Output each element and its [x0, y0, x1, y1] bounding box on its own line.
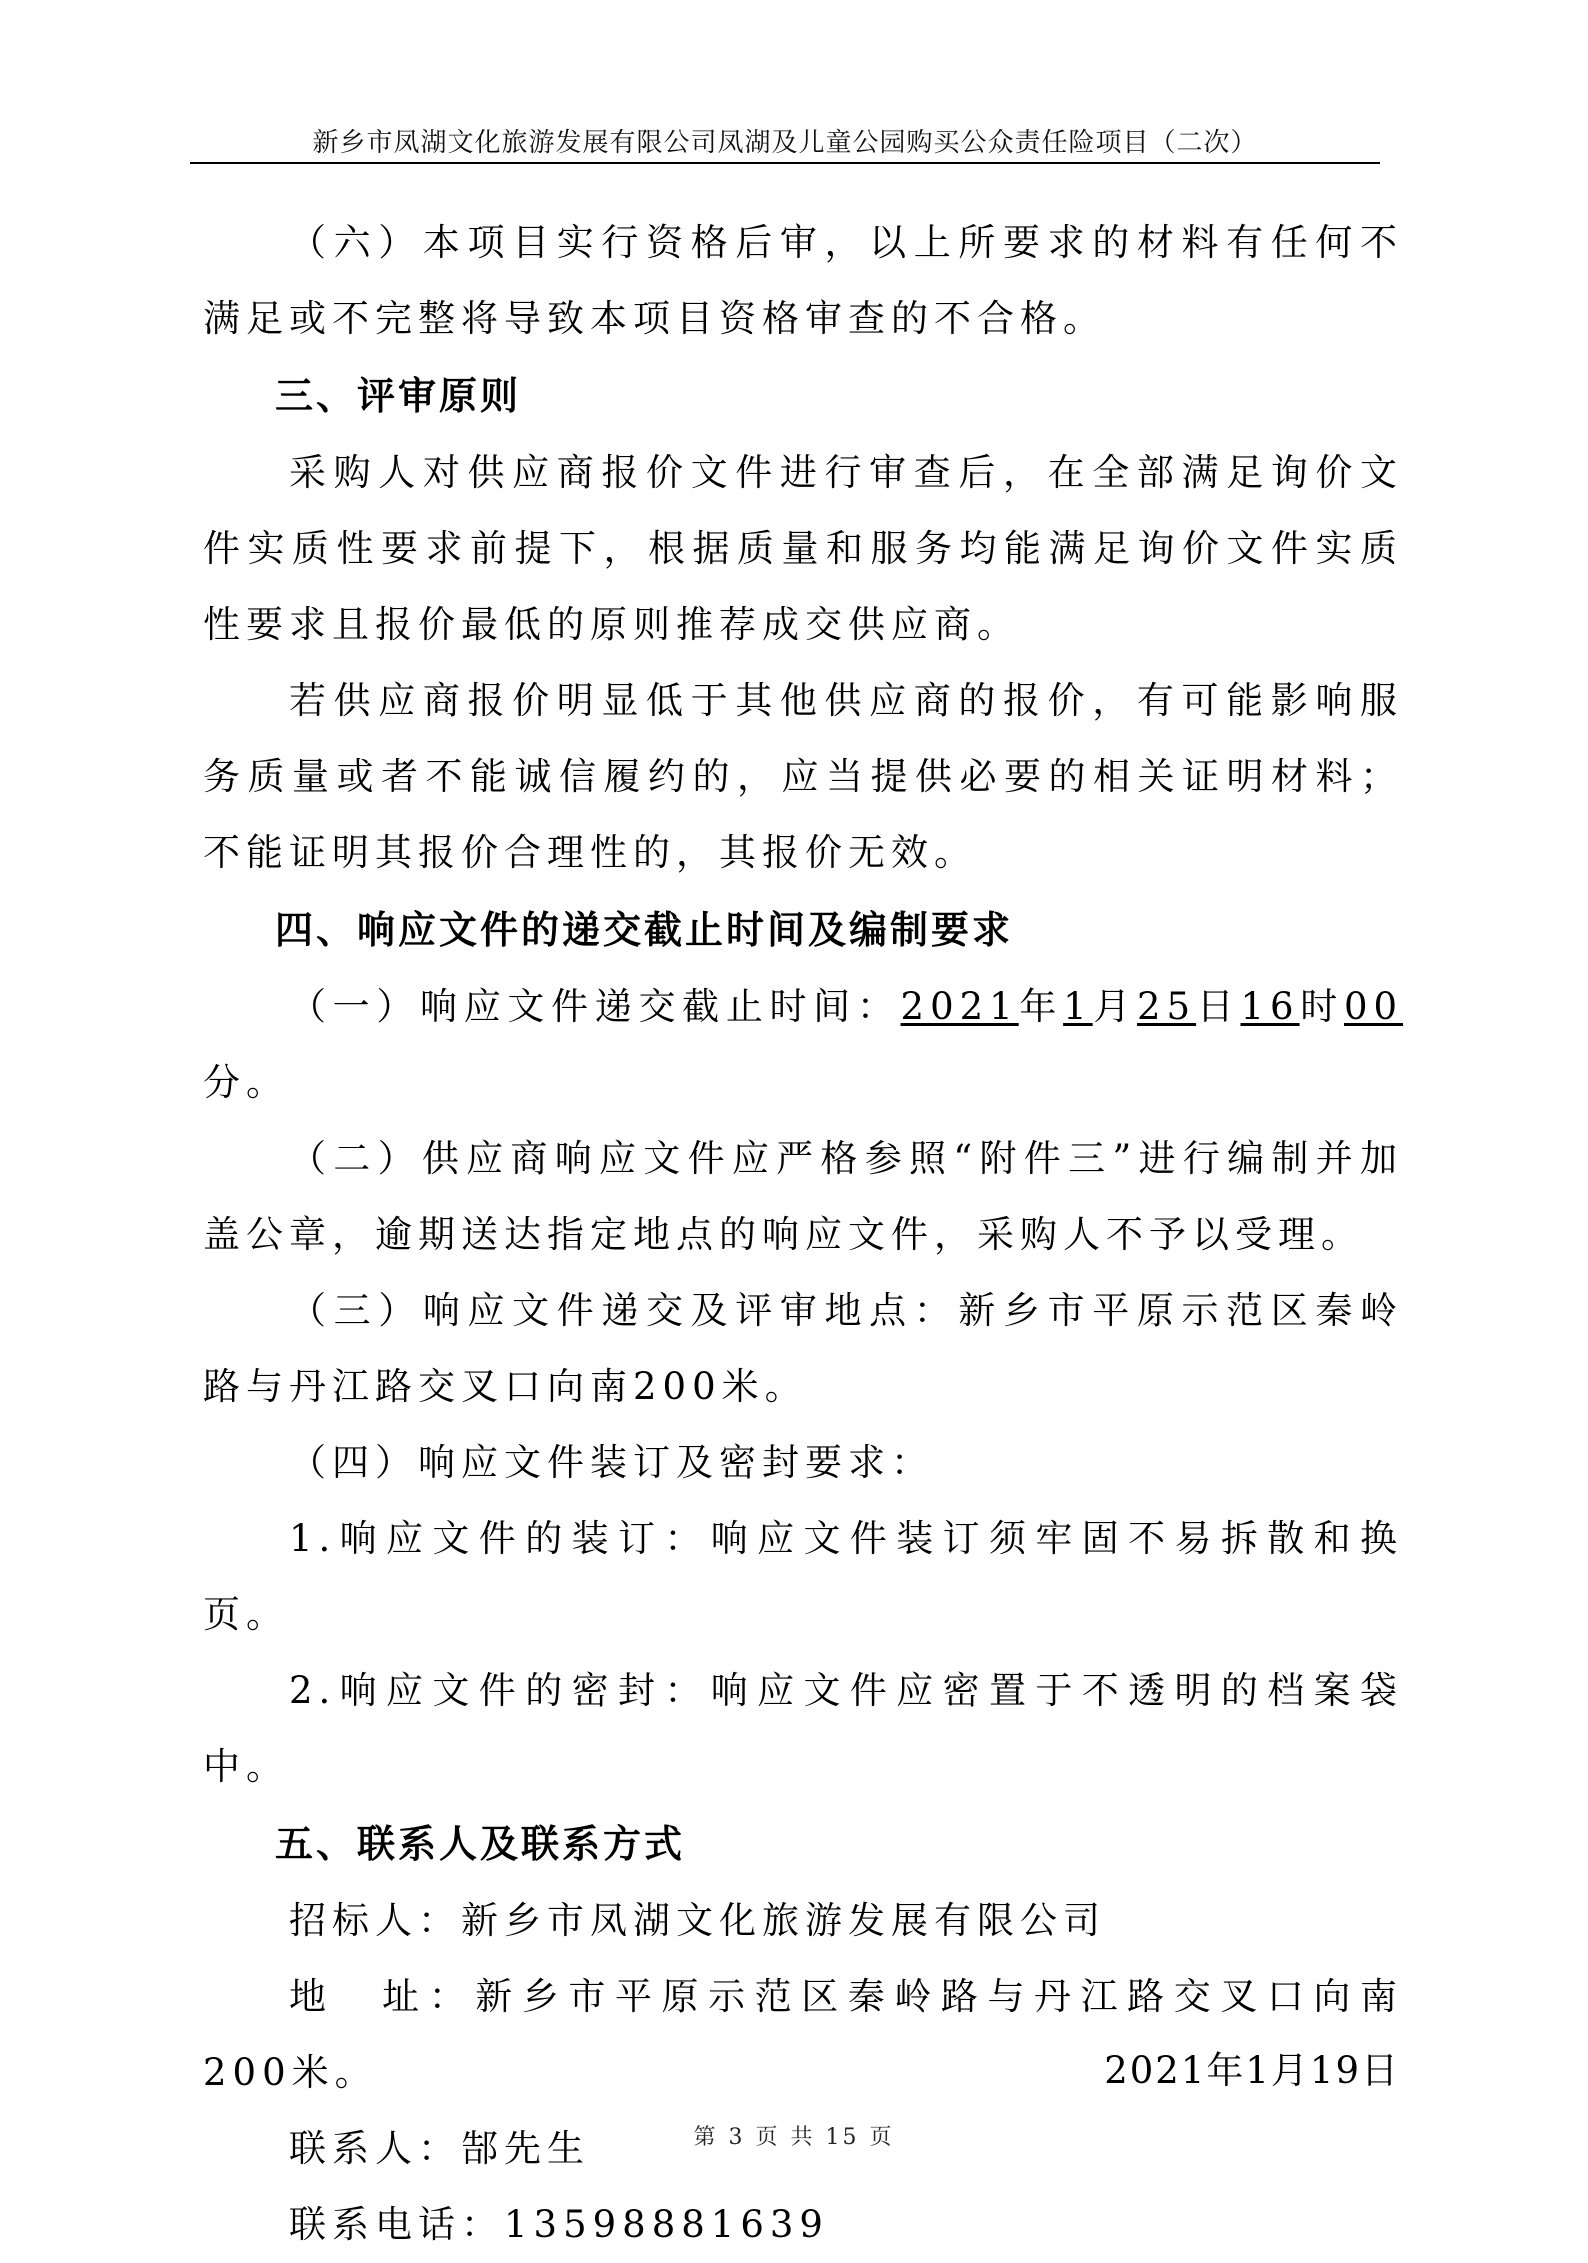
tenderer-line: 招标人：新乡市凤湖文化旅游发展有限公司	[289, 1899, 1106, 1942]
document-body	[203, 205, 1403, 2263]
item-two-paragraph: （二）供应商响应文件应严格参照“附件三”进行编制并加盖公章，逾期送达指定地点的响应文件，采购人不予以受理。	[203, 1137, 1403, 1256]
deadline-hour: 16	[1240, 985, 1300, 1028]
deadline-month-unit: 月	[1092, 985, 1138, 1028]
deadline-day-unit: 日	[1196, 985, 1241, 1028]
page-header-title: 新乡市凤湖文化旅游发展有限公司凤湖及儿童公园购买公众责任险项目（二次）	[312, 128, 1258, 158]
deadline-paragraph	[203, 969, 1403, 1121]
deadline-day: 25	[1137, 985, 1197, 1028]
section-four-heading: 四、响应文件的递交截止时间及编制要求	[275, 908, 1014, 952]
section-three-heading: 三、评审原则	[275, 374, 522, 418]
address-line: 地 址：新乡市平原示范区秦岭路与丹江路交叉口向南200米。	[203, 1975, 1403, 2094]
sealing-requirement: 2.响应文件的密封：响应文件应密置于不透明的档案袋中。	[203, 1669, 1403, 1788]
section-five-heading: 五、联系人及联系方式	[275, 1822, 686, 1866]
section-three-paragraph-1: 采购人对供应商报价文件进行审查后，在全部满足询价文件实质性要求前提下，根据质量和服务均能满足询价文件实质性要求且报价最低的原则推荐成交供应商。	[203, 451, 1403, 646]
item-three-paragraph: （三）响应文件递交及评审地点：新乡市平原示范区秦岭路与丹江路交叉口向南200米。	[203, 1289, 1403, 1408]
page-number-footer: 第 3 页 共 15 页	[693, 2125, 895, 2150]
deadline-year-unit: 年	[1018, 985, 1064, 1028]
deadline-hour-unit: 时	[1299, 985, 1344, 1028]
item-four-paragraph: （四）响应文件装订及密封要求：	[289, 1441, 934, 1484]
document-date: 2021年1月19日	[1104, 2049, 1400, 2092]
item-six-paragraph: （六）本项目实行资格后审，以上所要求的材料有任何不满足或不完整将导致本项目资格审查的不合格。	[203, 221, 1403, 340]
deadline-prefix: （一）响应文件递交截止时间：	[289, 985, 901, 1028]
deadline-year: 2021	[900, 985, 1019, 1028]
binding-requirement: 1.响应文件的装订：响应文件装订须牢固不易拆散和换页。	[203, 1517, 1403, 1636]
section-three-paragraph-2: 若供应商报价明显低于其他供应商的报价，有可能影响服务质量或者不能诚信履约的，应当提供必要的相关证明材料；不能证明其报价合理性的，其报价无效。	[203, 679, 1403, 874]
contact-phone-line: 联系电话：13598881639	[289, 2203, 829, 2246]
contact-person-line: 联系人：郜先生	[289, 2127, 590, 2170]
deadline-month: 1	[1063, 985, 1093, 1028]
header-rule	[190, 162, 1380, 164]
deadline-minute: 00	[1343, 985, 1404, 1028]
deadline-minute-unit: 分。	[203, 1061, 289, 1104]
